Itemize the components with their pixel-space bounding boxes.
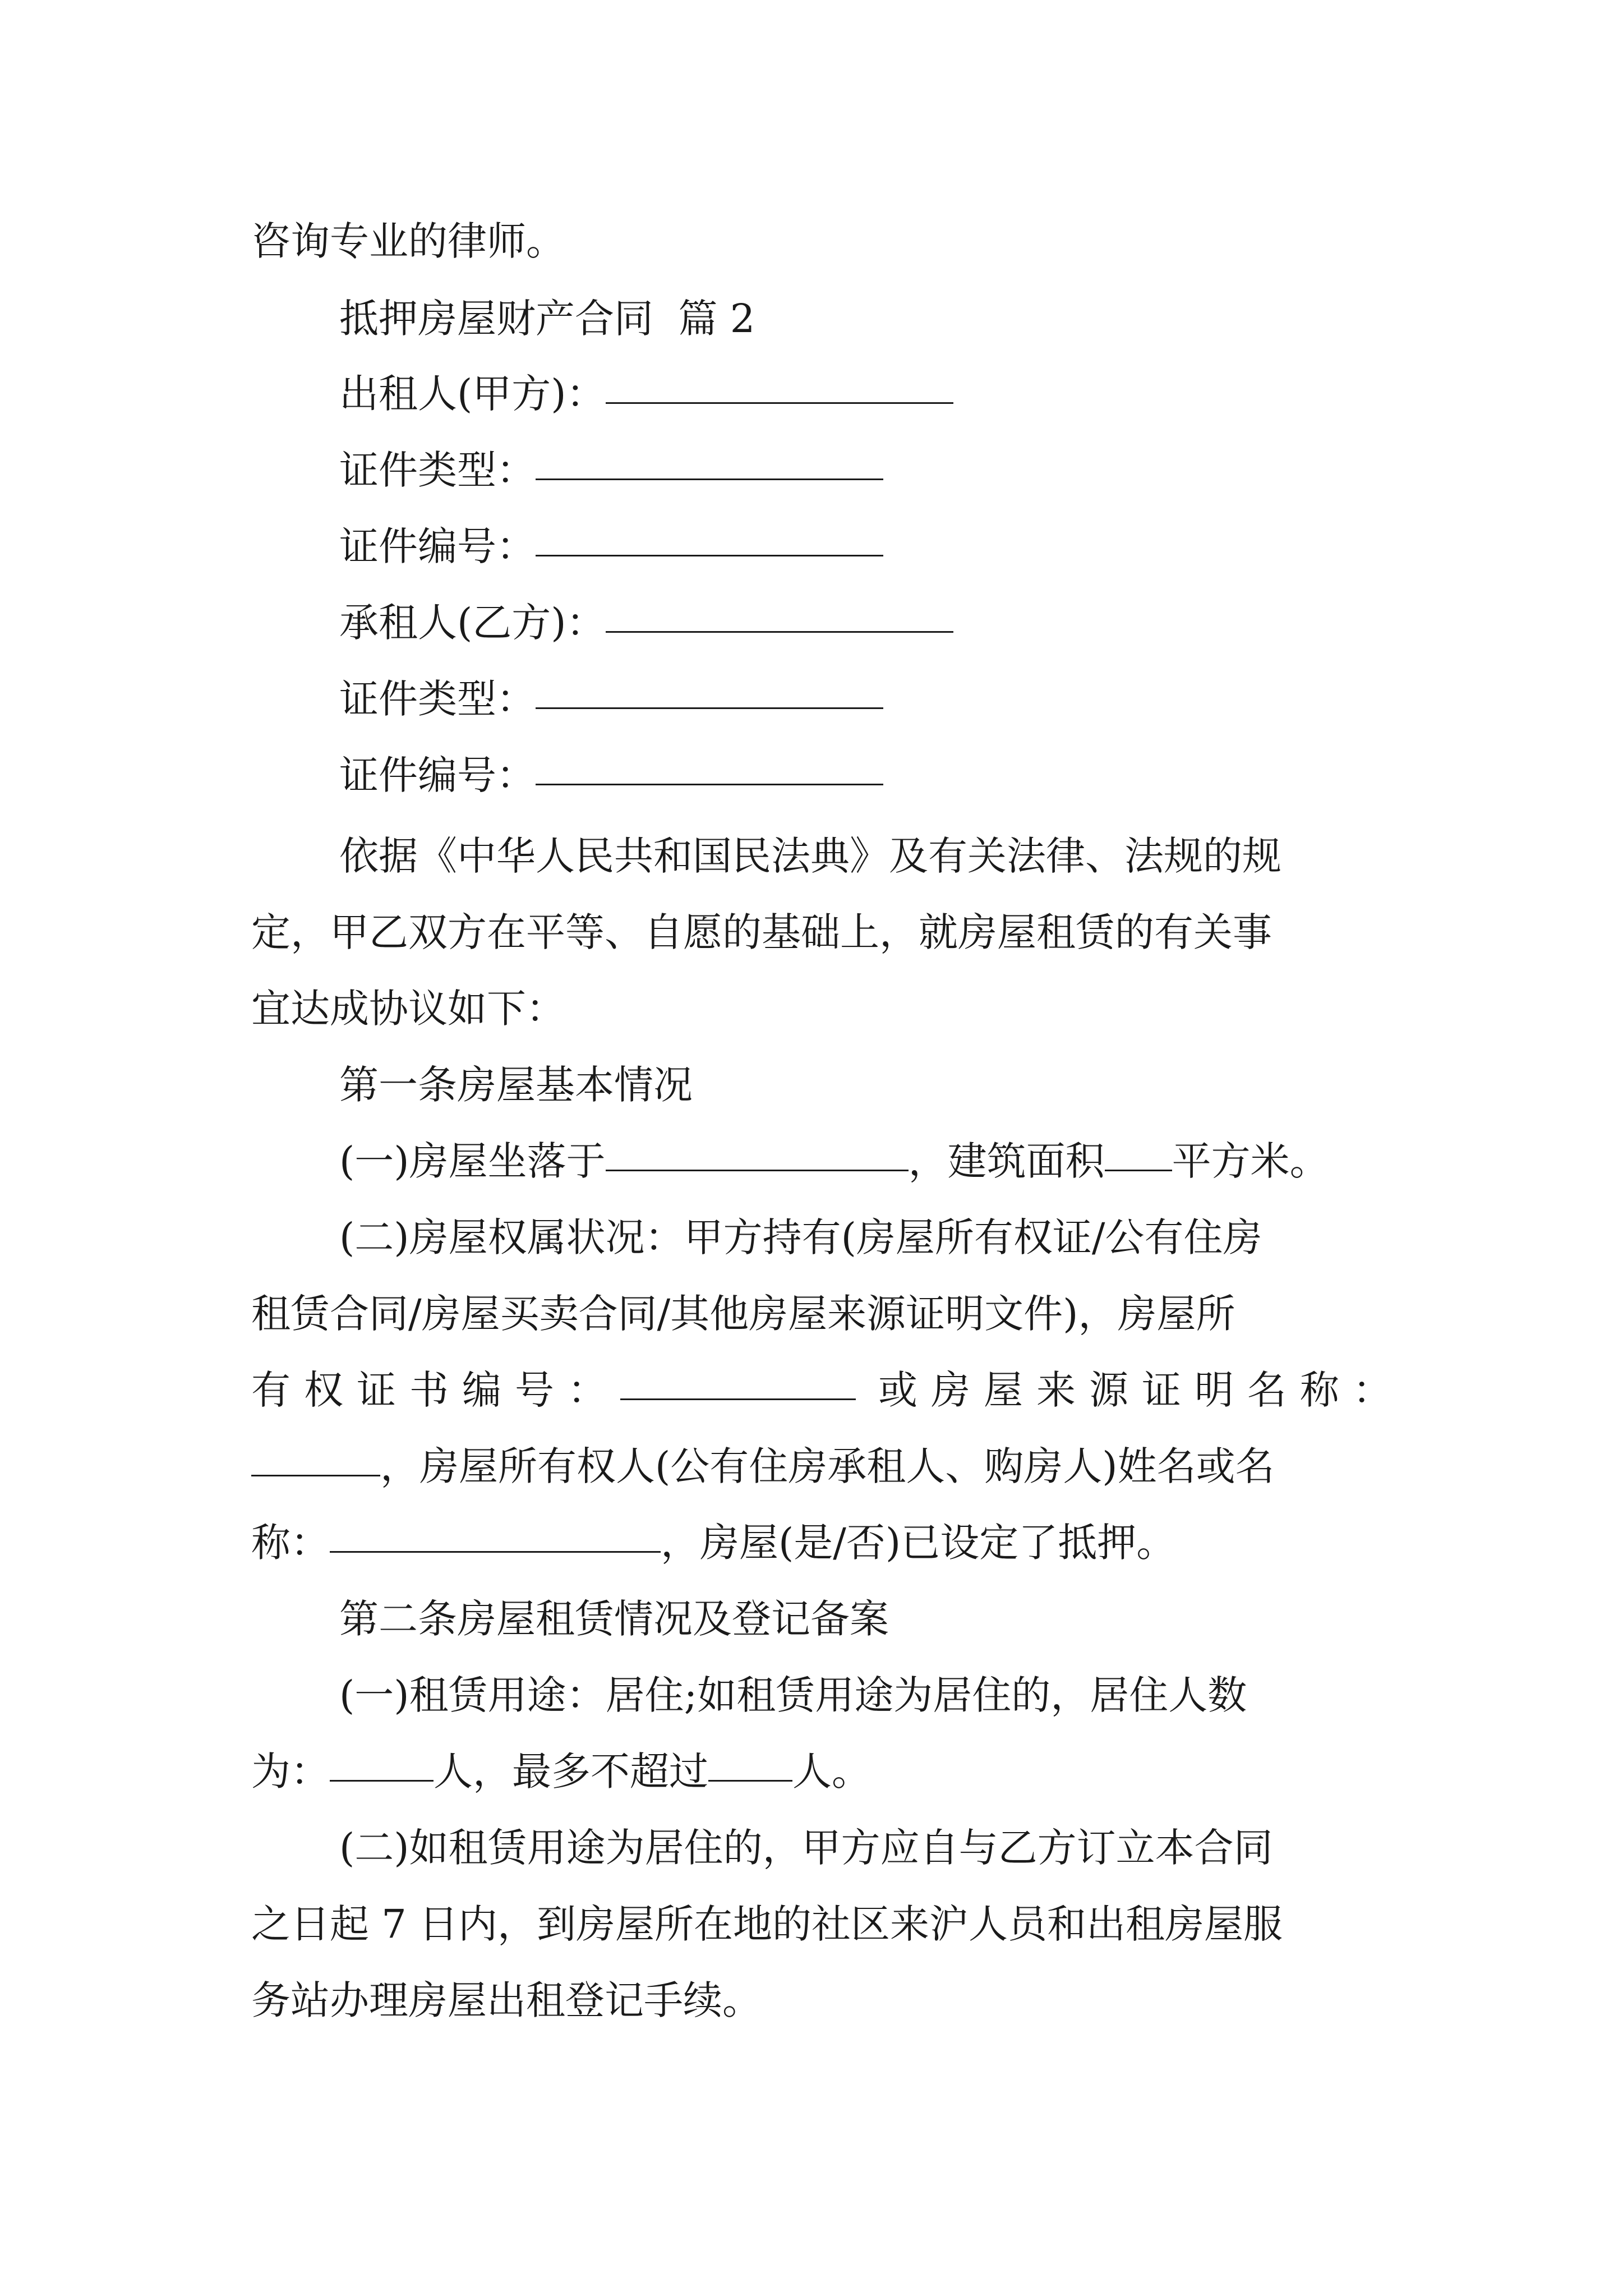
text: 宜达成协议如下： (251, 986, 565, 1032)
paragraph-line (251, 1356, 1405, 1424)
text: 务站办理房屋出租登记手续。 (251, 1977, 762, 2023)
text: 第二条房屋租赁情况及登记备案 (339, 1596, 889, 1642)
blank-line (536, 439, 883, 480)
text: 为： (251, 1749, 330, 1795)
field-lessor (339, 360, 953, 427)
article-heading (339, 1051, 693, 1119)
paragraph-line (251, 1433, 1275, 1500)
text: 或房屋来源证明名称： (878, 1367, 1405, 1413)
paragraph-line (251, 899, 1272, 966)
article-heading (339, 1585, 889, 1653)
field-id-number (339, 513, 883, 580)
text: 依据《中华人民共和国民法典》及有关法律、法规的规 (339, 833, 1281, 879)
text: 人，最多不超过 (434, 1749, 708, 1795)
text: 定，甲乙双方在平等、自愿的基础上，就房屋租赁的有关事 (251, 909, 1272, 955)
paragraph-line (251, 1280, 1235, 1347)
blank-line (330, 1741, 434, 1782)
paragraph-line (251, 1509, 1175, 1576)
text: 抵押房屋财产合同 篇 2 (339, 296, 755, 342)
field-label: 证件类型： (339, 676, 536, 722)
paragraph-line (251, 1890, 1283, 1958)
text: (二)如租赁用途为居住的，甲方应自与乙方订立本合同 (339, 1825, 1273, 1871)
paragraph-line (339, 1204, 1262, 1271)
blank-line (536, 668, 883, 709)
text: 平方米。 (1172, 1138, 1329, 1184)
text: 有权证书编号： (251, 1367, 620, 1413)
text: (二)房屋权属状况：甲方持有(房屋所有权证/公有住房 (339, 1214, 1262, 1260)
field-id-number (339, 742, 883, 809)
field-label: 出租人(甲方)： (339, 371, 606, 417)
field-id-type (339, 436, 883, 504)
blank-line (606, 363, 953, 404)
section-title (339, 285, 755, 352)
text: 之日起 7 日内，到房屋所在地的社区来沪人员和出租房屋服 (251, 1901, 1283, 1947)
paragraph-line (251, 208, 565, 275)
text: 第一条房屋基本情况 (339, 1062, 693, 1108)
blank-line (606, 592, 953, 633)
paragraph-line (251, 1738, 871, 1805)
paragraph-line (339, 1128, 1329, 1195)
blank-line (708, 1741, 792, 1782)
text: 咨询专业的律师。 (251, 218, 565, 264)
text: (一)房屋坐落于 (339, 1138, 606, 1184)
text: (一)租赁用途：居住;如租赁用途为居住的，居住人数 (339, 1672, 1247, 1718)
field-lessee (339, 589, 953, 656)
paragraph-line (339, 822, 1281, 890)
field-label: 承租人(乙方)： (339, 600, 606, 646)
paragraph-line (251, 1967, 762, 2034)
text: 称： (251, 1520, 330, 1566)
blank-line (1105, 1130, 1172, 1171)
paragraph-line (251, 975, 565, 1042)
blank-line (620, 1359, 856, 1400)
field-label: 证件类型： (339, 447, 536, 493)
text: ，房屋所有权人(公有住房承租人、购房人)姓名或名 (380, 1443, 1275, 1489)
blank-line (536, 516, 883, 556)
field-id-type (339, 665, 883, 733)
text: 人。 (792, 1749, 871, 1795)
blank-line (606, 1130, 909, 1171)
blank-line (330, 1512, 661, 1553)
blank-line (251, 1435, 380, 1476)
text: ，房屋(是/否)已设定了抵押。 (661, 1520, 1176, 1566)
text: ，建筑面积 (908, 1138, 1105, 1184)
paragraph-line (339, 1662, 1247, 1729)
field-label: 证件编号： (339, 752, 536, 798)
field-label: 证件编号： (339, 523, 536, 569)
blank-line (536, 744, 883, 785)
paragraph-line (339, 1814, 1273, 1881)
text: 租赁合同/房屋买卖合同/其他房屋来源证明文件)，房屋所 (251, 1291, 1235, 1337)
